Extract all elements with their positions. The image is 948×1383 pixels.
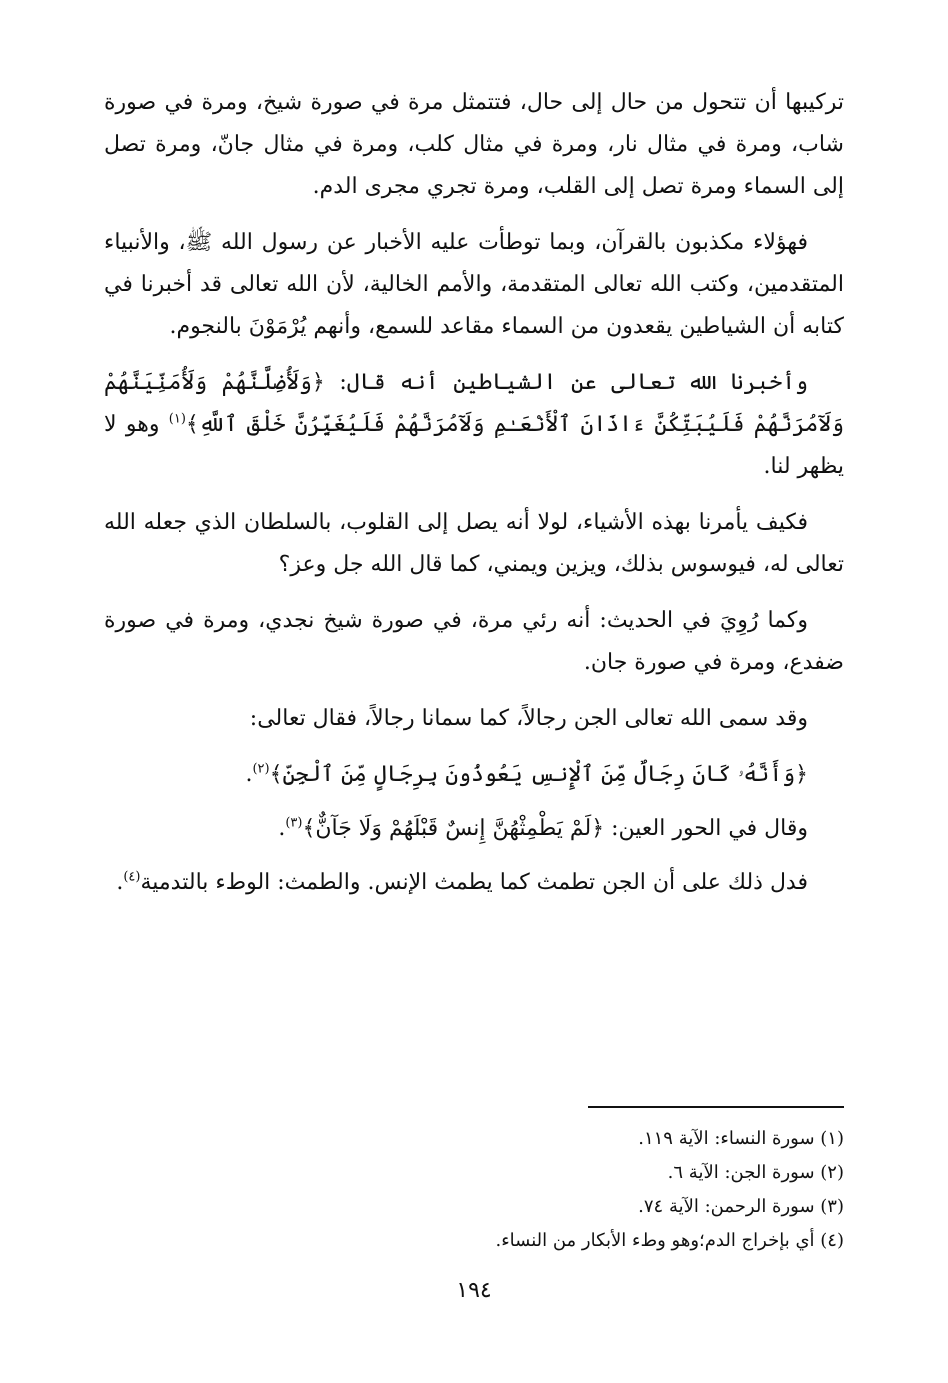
verse-3-lead: وقال في الحور العين:	[604, 816, 808, 841]
paragraph-4: وكما رُوِيَ في الحديث: أنه رئي مرة، في صورة شيخ نجدي، ومرة في صورة ضفدع، ومرة في صورة جان.	[104, 608, 844, 675]
paragraph-final	[104, 862, 844, 904]
footnote-ref-2: (٢)	[252, 761, 270, 777]
verse-3-tail: .	[278, 816, 286, 841]
paragraph-verse-1	[104, 362, 844, 488]
verse-1-quote: ﴿وَلَأُضِلَّنَّهُمْ وَلَأُمَنِّيَنَّهُمْ وَلَآمُرَنَّهُمْ فَلَيُبَتِّكُنَّ ءَاذَانَ ٱلْأَنْعَـٰمِ وَلَآمُرَنَّهُمْ فَلَيُغَيِّرُنَّ خَلْقَ ٱللَّهِ﴾	[104, 370, 844, 437]
paragraph-5: وقد سمى الله تعالى الجن رجالاً، كما سمانا رجالاً، فقال تعالى:	[249, 706, 808, 731]
footnote-2: (٢) سورة الجن: الآية ٦.	[667, 1162, 844, 1183]
verse-3-quote: ﴿لَمْ يَطْمِثْهُنَّ إِنسٌ قَبْلَهُمْ وَلَا جَآنٌّ﴾	[302, 816, 605, 841]
footnote-ref-3: (٣)	[285, 815, 303, 831]
page-number: ١٩٤	[456, 1278, 492, 1303]
page-body	[104, 82, 844, 918]
verse-1-tail: وهو لا يظهر لنا.	[104, 412, 844, 479]
final-tail: .	[116, 870, 124, 895]
verse-2-quote: ﴿وَأَنَّهُۥ كَانَ رِجَالٌ مِّنَ ٱلْإِنسِ يَعُوذُونَ بِرِجَالٍ مِّنَ ٱلْجِنِّ﴾	[269, 762, 808, 787]
verse-2-tail: .	[245, 762, 253, 787]
paragraph-1: تركيبها أن تتحول من حال إلى حال، فتتمثل مرة في صورة شيخ، ومرة في صورة شاب، ومرة في مثال نار، ومرة في مثال كلب، ومرة في مثال جانّ، ومرة تصل إلى السماء ومرة تصل إلى القلب، ومرة تجري مجرى الدم.	[104, 90, 844, 199]
verse-2	[104, 754, 844, 796]
footnote-4: (٤) أي بإخراج الدم؛وهو وطء الأبكار من النساء.	[495, 1230, 844, 1251]
footnote-ref-1: (١)	[168, 411, 186, 427]
paragraph-2: فهؤلاء مكذبون بالقرآن، وبما توطأت عليه الأخبار عن رسول الله ﷺ، والأنبياء المتقدمين، وكتب الله تعالى المتقدمة، والأمم الخالية، لأن الله تعالى قد أخبرنا في كتابه أن الشياطين يقعدون من السماء مقاعد للسمع، وأنهم يُرْمَوْنَ بالنجوم.	[104, 230, 844, 339]
footnote-3: (٣) سورة الرحمن: الآية ٧٤.	[638, 1196, 844, 1217]
verse-3	[104, 808, 844, 850]
footnotes	[104, 1122, 844, 1258]
verse-1-lead: وأخبرنا الله تعالى عن الشياطين أنه قال:	[324, 370, 808, 395]
footnote-1: (١) سورة النساء: الآية ١١٩.	[638, 1128, 844, 1149]
final-text: فدل ذلك على أن الجن تطمث كما يطمث الإنس. والطمث: الوطء بالتدمية	[140, 870, 808, 895]
paragraph-3: فكيف يأمرنا بهذه الأشياء، لولا أنه يصل إلى القلوب، بالسلطان الذي جعله الله تعالى له، فيوسوس بذلك، ويزين ويمني، كما قال الله جل وعز؟	[104, 510, 844, 577]
footnote-divider	[588, 1106, 844, 1108]
footnote-ref-4: (٤)	[123, 869, 141, 885]
